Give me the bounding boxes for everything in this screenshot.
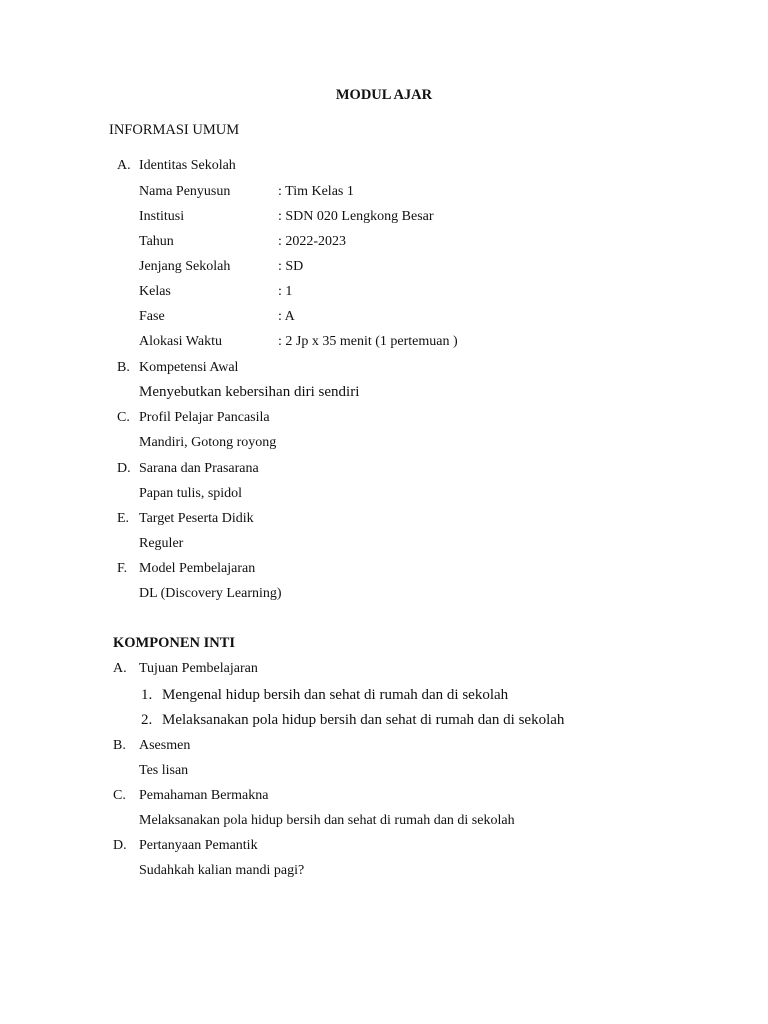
komponen-inti-heading: KOMPONEN INTI [113, 635, 236, 651]
field-value: : A [278, 309, 295, 324]
list-item: Mengenal hidup bersih dan sehat di rumah dan di sekolah [162, 687, 509, 703]
section-heading: Model Pembelajaran [139, 561, 256, 576]
field-value: : 1 [278, 284, 293, 299]
field-value: : Tim Kelas 1 [278, 184, 354, 199]
section-heading: Sarana dan Prasarana [139, 461, 259, 476]
section-marker: A. [113, 661, 127, 676]
section-marker: F. [117, 561, 128, 576]
section-body: Sudahkah kalian mandi pagi? [139, 863, 305, 878]
section-body: Tes lisan [139, 763, 189, 778]
field-label: Kelas [139, 284, 171, 299]
field-value: : 2022-2023 [278, 234, 347, 249]
field-label: Nama Penyusun [139, 184, 231, 199]
section-body: Mandiri, Gotong royong [139, 435, 277, 450]
field-label: Jenjang Sekolah [139, 259, 231, 274]
section-body: Papan tulis, spidol [139, 486, 243, 501]
section-marker: D. [117, 461, 131, 476]
section-body: Melaksanakan pola hidup bersih dan sehat di rumah dan di sekolah [139, 813, 515, 828]
section-heading: Tujuan Pembelajaran [139, 661, 258, 676]
section-heading: Profil Pelajar Pancasila [139, 410, 270, 425]
section-marker: B. [117, 360, 130, 375]
section-heading: Pemahaman Bermakna [139, 788, 269, 803]
field-label: Fase [139, 309, 165, 324]
list-item: Melaksanakan pola hidup bersih dan sehat di rumah dan di sekolah [162, 712, 565, 728]
field-value: : 2 Jp x 35 menit (1 pertemuan ) [278, 334, 458, 349]
section-heading: Kompetensi Awal [139, 360, 239, 375]
field-label: Institusi [139, 209, 185, 224]
section-body: DL (Discovery Learning) [139, 586, 282, 601]
informasi-umum-heading: INFORMASI UMUM [109, 122, 240, 138]
list-number: 2. [141, 712, 153, 728]
list-number: 1. [141, 687, 153, 703]
section-marker: E. [117, 511, 130, 526]
section-body: Menyebutkan kebersihan diri sendiri [139, 384, 360, 400]
section-marker: B. [113, 738, 126, 753]
section-marker: A. [117, 158, 131, 173]
section-marker: D. [113, 838, 127, 853]
section-marker: C. [117, 410, 130, 425]
field-value: : SDN 020 Lengkong Besar [278, 209, 434, 224]
section-body: Reguler [139, 536, 184, 551]
section-heading: Pertanyaan Pemantik [139, 838, 258, 853]
section-heading: Asesmen [139, 738, 191, 753]
section-marker: C. [113, 788, 126, 803]
section-heading: Identitas Sekolah [139, 158, 236, 173]
field-label: Alokasi Waktu [139, 334, 222, 349]
document-title: MODUL AJAR [335, 87, 433, 103]
field-label: Tahun [139, 234, 174, 249]
field-value: : SD [278, 259, 304, 274]
section-heading: Target Peserta Didik [139, 511, 254, 526]
